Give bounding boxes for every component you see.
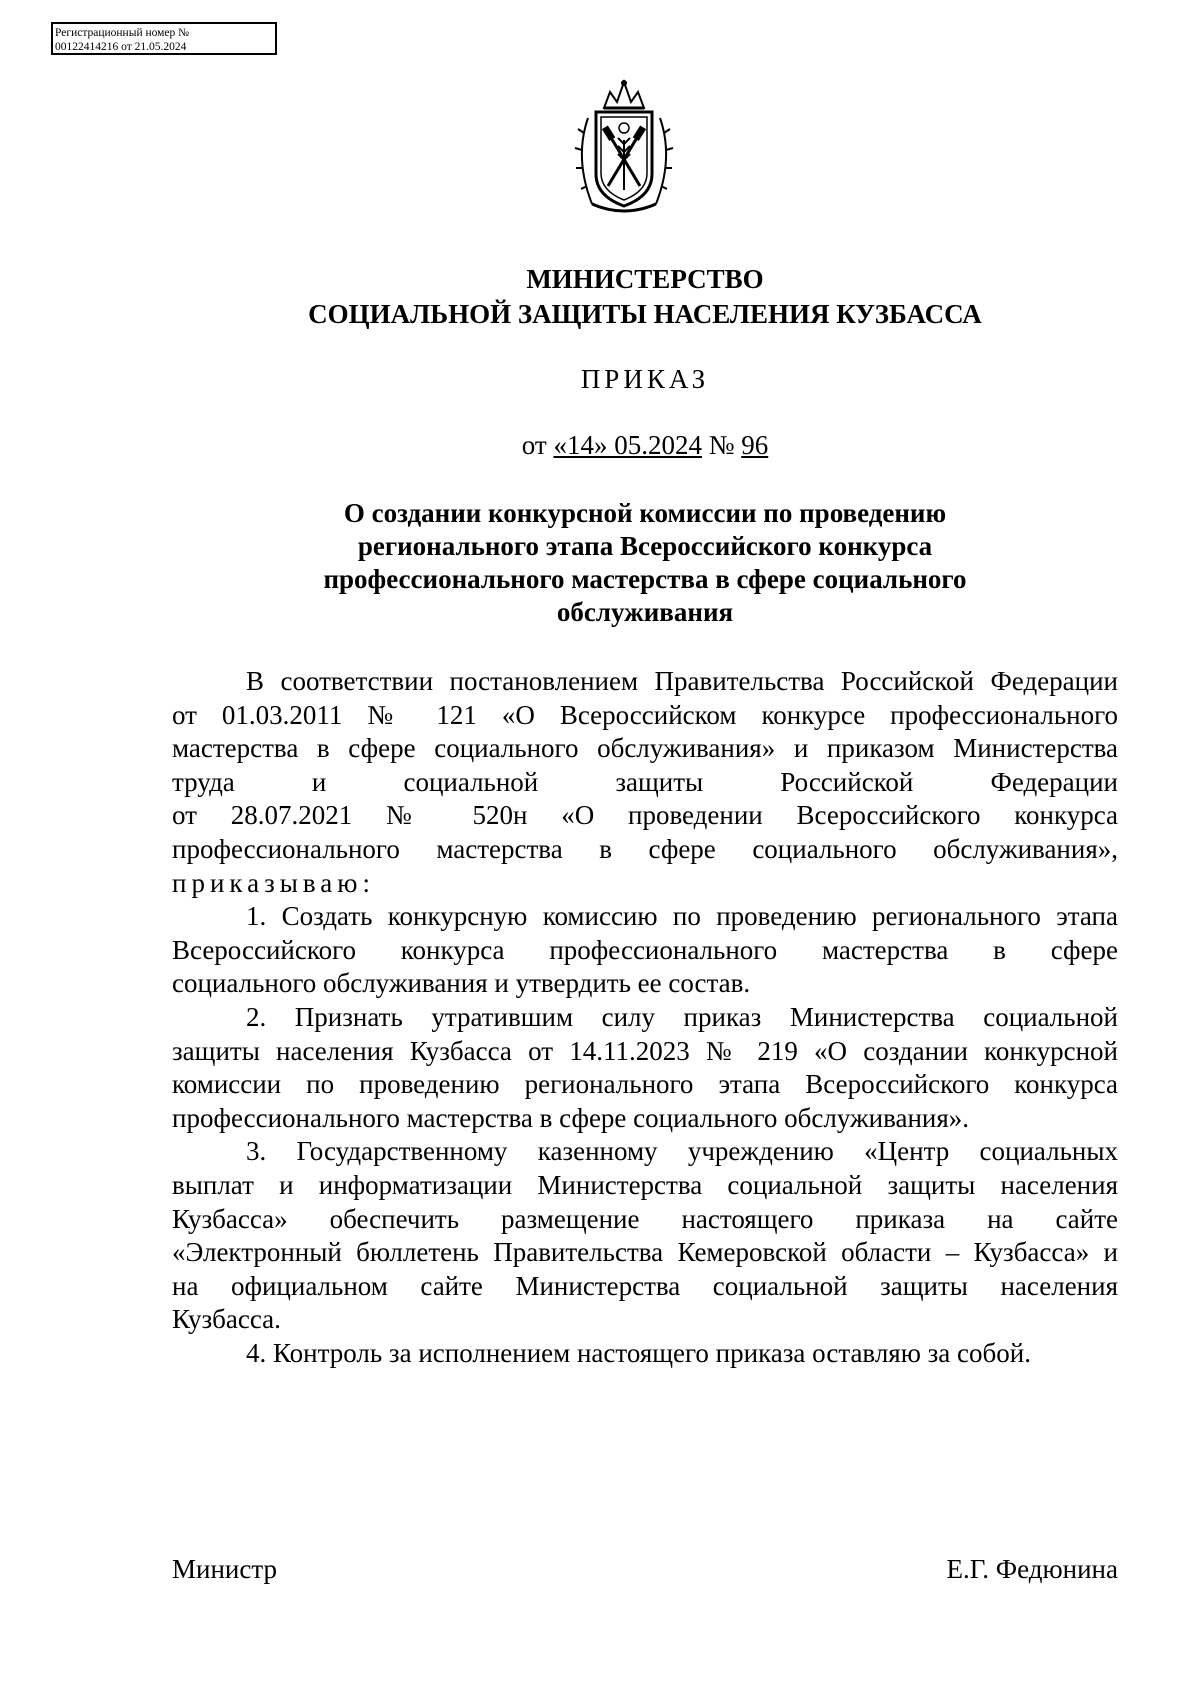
body-line: 2. Признать утратившим силу приказ Министерства социальной — [246, 1001, 1118, 1032]
registration-line-1: Регистрационный номер № — [55, 27, 190, 39]
registration-stamp — [51, 22, 277, 55]
body-line: на официальном сайте Министерства социальной защиты населения — [172, 1270, 1118, 1301]
body-line: 3. Государственному казенному учреждению «Центр социальных — [246, 1136, 1118, 1167]
body-line: В соответствии постановлением Правительства Российской Федерации — [246, 666, 1118, 696]
decree-word: приказываю: — [172, 867, 375, 898]
order-date: «14» 05.2024 — [553, 430, 702, 460]
body-line: Кузбасса» обеспечить размещение настоящего приказа на сайте — [172, 1203, 1118, 1234]
number-sign: № — [701, 430, 742, 460]
body-line: Всероссийского конкурса профессионального мастерства в сфере — [172, 934, 1118, 965]
body-line: комиссии по проведению регионального этапа Всероссийского конкурса — [172, 1069, 1118, 1100]
registration-line-2: 00122414216 от 21.05.2024 — [55, 41, 187, 53]
body-line: «Электронный бюллетень Правительства Кемеровской области – Кузбасса» и — [172, 1237, 1118, 1268]
subject-line-3: профессионального мастерства в сфере социального — [323, 564, 967, 594]
body-line: от 01.03.2011 № 121 «О Всероссийском конкурсе профессионального — [172, 699, 1118, 730]
body-line: мастерства в сфере социального обслуживания» и приказом Министерства — [172, 733, 1118, 764]
ministry-name-line-2: СОЦИАЛЬНОЙ ЗАЩИТЫ НАСЕЛЕНИЯ КУЗБАССА — [308, 299, 982, 329]
ministry-name-line-1: МИНИСТЕРСТВО — [526, 264, 764, 294]
order-body — [172, 665, 1118, 1370]
order-number: 96 — [741, 430, 769, 460]
ministry-name — [172, 262, 1118, 332]
signatory-name: Е.Г. Федюнина — [946, 1554, 1118, 1584]
body-line: защиты населения Кузбасса от 14.11.2023 № 219 «О создании конкурсной — [172, 1035, 1118, 1066]
subject-line-4: обслуживания — [556, 597, 734, 627]
body-line: социального обслуживания и утвердить ее состав. — [172, 968, 751, 999]
body-line: 4. Контроль за исполнением настоящего приказа оставляю за собой. — [246, 1337, 1031, 1368]
order-date-number — [172, 430, 1118, 461]
signatory-position: Министр — [172, 1554, 277, 1584]
body-line: труда и социальной защиты Российской Федерации — [172, 766, 1118, 797]
subject-line-1: О создании конкурсной комиссии по проведению — [343, 498, 947, 528]
kuzbass-coat-of-arms-icon — [570, 78, 678, 218]
subject-line-2: регионального этапа Всероссийского конкурса — [357, 531, 933, 561]
date-prefix: от — [521, 430, 554, 460]
body-line: профессионального мастерства в сфере социального обслуживания». — [172, 1102, 970, 1133]
document-type: ПРИКАЗ — [580, 364, 710, 394]
order-subject — [172, 497, 1118, 629]
body-line: 1. Создать конкурсную комиссию по проведению регионального этапа — [246, 901, 1118, 932]
body-line: от 28.07.2021 № 520н «О проведении Всероссийского конкурса — [172, 800, 1118, 831]
body-line: Кузбасса. — [172, 1304, 281, 1335]
body-line: профессионального мастерства в сфере социального обслуживания», — [172, 833, 1118, 864]
body-line: выплат и информатизации Министерства социальной защиты населения — [172, 1169, 1118, 1200]
